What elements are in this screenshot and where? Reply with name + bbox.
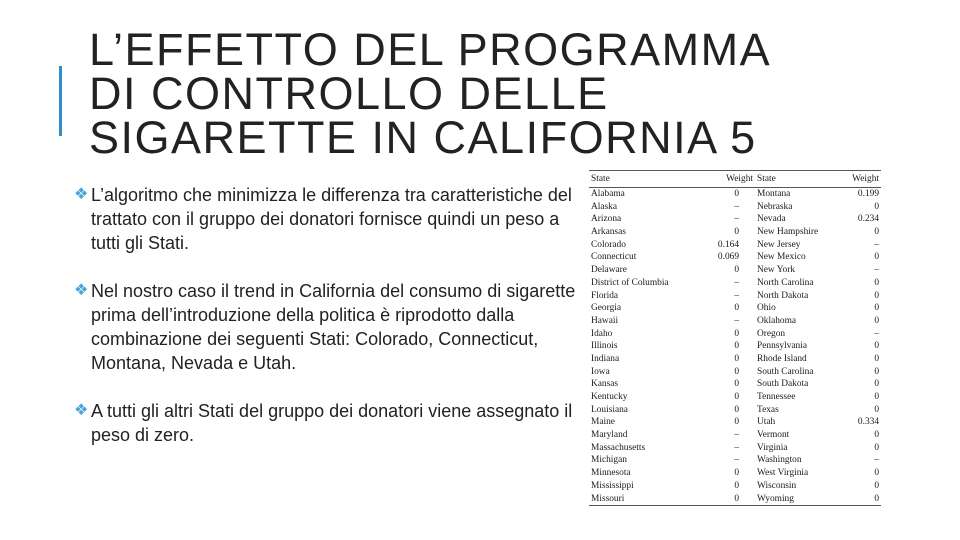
column-header-state: State [755, 171, 843, 188]
table-row [589, 277, 881, 290]
table-row [589, 340, 881, 353]
weight-cell: 0 [874, 392, 879, 402]
weight-cell: 0 [874, 404, 879, 415]
slide-title-line: DI CONTROLLO DELLE [89, 68, 609, 119]
state-cell: Massachusetts [591, 442, 646, 453]
state-cell: Wyoming [755, 493, 843, 506]
weight-cell: 0 [874, 315, 879, 326]
weight-cell: – [874, 328, 879, 339]
column-header-state: State [589, 171, 685, 188]
table-row [589, 201, 881, 214]
state-cell: Louisiana [591, 404, 628, 415]
state-cell: Alaska [591, 201, 618, 212]
weight-cell: – [734, 214, 739, 225]
table-row [589, 493, 881, 506]
weight-cell: – [874, 455, 879, 466]
bullet-text: L’algoritmo che minimizza le differenza tra caratteristiche del trattato con il gruppo dei donatori fornisce quindi un peso a tutti gli Stati. [91, 185, 572, 253]
bullet-item [74, 183, 584, 255]
state-cell: Kansas [591, 379, 619, 390]
weight-cell: 0 [734, 392, 739, 402]
table-row [589, 328, 881, 341]
weight-cell: 0 [734, 265, 739, 276]
table-row [589, 315, 881, 328]
bullet-item [74, 279, 584, 375]
state-cell: South Carolina [757, 366, 814, 377]
state-cell: Maryland [591, 430, 628, 441]
weight-cell: – [734, 277, 739, 288]
state-cell: Ohio [757, 303, 776, 314]
weight-cell: – [734, 430, 739, 441]
state-cell: New Jersey [757, 239, 801, 250]
table-row [589, 480, 881, 493]
state-cell: Vermont [757, 430, 790, 441]
state-cell: Oregon [757, 328, 786, 339]
weight-cell: – [874, 265, 879, 276]
state-cell: Montana [757, 189, 791, 199]
state-cell: South Dakota [757, 379, 809, 390]
weight-cell: 0 [874, 290, 879, 301]
weight-cell: – [734, 315, 739, 326]
state-cell: Mississippi [591, 480, 634, 491]
table-row [589, 378, 881, 391]
table-row [589, 429, 881, 442]
state-cell: Florida [591, 290, 619, 301]
state-cell: New York [757, 265, 796, 276]
slide-title [89, 24, 889, 163]
state-cell: Iowa [591, 366, 610, 377]
table-row [589, 188, 881, 201]
state-cell: Idaho [591, 328, 613, 339]
table-row [589, 290, 881, 303]
weight-cell: 0 [874, 277, 879, 288]
state-cell: Colorado [591, 239, 626, 250]
table-row [589, 264, 881, 277]
state-cell: Nebraska [757, 201, 793, 212]
bullet-list [74, 183, 584, 447]
table-row [589, 454, 881, 467]
bullet-text: Nel nostro caso il trend in California del consumo di sigarette prima dell’introduzione della politica è riprodotto dalla combinazione dei seguenti Stati: Colorado, Connecticut, Montana, Nevada e Utah. [91, 281, 576, 373]
weight-cell: 0 [874, 252, 879, 263]
state-cell: West Virginia [757, 468, 809, 479]
state-cell: North Carolina [757, 277, 814, 288]
weight-cell: 0 [734, 353, 739, 364]
slide-title-line: L’EFFETTO DEL PROGRAMMA [89, 24, 772, 75]
table-row [589, 366, 881, 379]
table-row [589, 353, 881, 366]
weight-cell: 0 [734, 303, 739, 314]
state-cell: Nevada [757, 214, 786, 225]
state-cell: Pennsylvania [757, 341, 807, 352]
state-cell: Utah [757, 417, 776, 428]
bullet-text: A tutti gli altri Stati del gruppo dei donatori viene assegnato il peso di zero. [91, 401, 573, 445]
state-weights-table [589, 170, 881, 506]
weight-cell: 0 [734, 366, 739, 377]
state-cell: Virginia [757, 442, 788, 453]
diamond-bullet-icon: ❖ [74, 186, 89, 203]
state-cell: New Mexico [757, 252, 806, 263]
state-cell: Texas [757, 404, 779, 415]
weight-cell: 0 [734, 189, 739, 199]
weight-cell: 0 [734, 227, 739, 238]
weight-cell: 0 [874, 303, 879, 314]
table-row [589, 442, 881, 455]
weight-cell: 0 [734, 379, 739, 390]
weight-cell: 0 [734, 417, 739, 428]
weight-cell: 0.164 [717, 239, 739, 250]
table-row [589, 391, 881, 404]
weight-cell: 0 [734, 480, 739, 491]
weight-cell: 0 [843, 493, 881, 506]
weight-cell: 0 [874, 366, 879, 377]
column-header-weight: Weight [685, 171, 755, 188]
table-row [589, 404, 881, 417]
weight-cell: 0.234 [857, 214, 879, 225]
state-cell: Illinois [591, 341, 618, 352]
weight-cell: 0 [874, 430, 879, 441]
diamond-bullet-icon: ❖ [74, 282, 89, 299]
state-cell: Maine [591, 417, 615, 428]
weight-cell: – [734, 290, 739, 301]
state-cell: Michigan [591, 455, 627, 466]
state-cell: Hawaii [591, 315, 619, 326]
state-cell: Georgia [591, 303, 622, 314]
state-cell: Indiana [591, 353, 620, 364]
weight-cell: – [734, 201, 739, 212]
state-cell: Kentucky [591, 392, 628, 402]
weight-cell: 0 [874, 442, 879, 453]
weight-cell: 0 [874, 341, 879, 352]
state-cell: District of Columbia [591, 277, 669, 288]
weight-cell: 0.334 [857, 417, 879, 428]
state-cell: Arkansas [591, 227, 626, 238]
slide-title-line: SIGARETTE IN CALIFORNIA 5 [89, 112, 757, 163]
table-header-row [589, 171, 881, 188]
weight-cell: 0 [874, 201, 879, 212]
state-weights-table-container [589, 170, 881, 510]
weight-cell: 0 [734, 468, 739, 479]
table-row [589, 467, 881, 480]
bullet-item [74, 399, 584, 447]
weight-cell: 0 [874, 480, 879, 491]
table-row [589, 226, 881, 239]
table-row [589, 213, 881, 226]
state-cell: Missouri [589, 493, 685, 506]
table-row [589, 239, 881, 252]
state-cell: Wisconsin [757, 480, 797, 491]
state-cell: Tennessee [757, 392, 796, 402]
weight-cell: – [734, 455, 739, 466]
weight-cell: 0 [874, 227, 879, 238]
weight-cell: – [734, 442, 739, 453]
state-cell: Oklahoma [757, 315, 797, 326]
column-header-weight: Weight [843, 171, 881, 188]
state-cell: Alabama [591, 189, 625, 199]
table-row [589, 251, 881, 264]
state-cell: New Hampshire [757, 227, 819, 238]
weight-cell: 0 [685, 493, 755, 506]
weight-cell: 0 [734, 341, 739, 352]
diamond-bullet-icon: ❖ [74, 402, 89, 419]
table-body [589, 188, 881, 506]
weight-cell: 0 [734, 328, 739, 339]
state-cell: Minnesota [591, 468, 631, 479]
weight-cell: 0.199 [857, 189, 879, 199]
weight-cell: 0 [874, 353, 879, 364]
weight-cell: 0 [874, 379, 879, 390]
state-cell: Arizona [591, 214, 622, 225]
weight-cell: 0.069 [717, 252, 739, 263]
state-cell: Rhode Island [757, 353, 807, 364]
title-accent-bar [59, 66, 62, 136]
state-cell: Washington [757, 455, 802, 466]
table-row [589, 302, 881, 315]
weight-cell: – [874, 239, 879, 250]
state-cell: Delaware [591, 265, 627, 276]
table-row [589, 416, 881, 429]
state-cell: North Dakota [757, 290, 809, 301]
state-cell: Connecticut [591, 252, 637, 263]
weight-cell: 0 [874, 468, 879, 479]
weight-cell: 0 [734, 404, 739, 415]
